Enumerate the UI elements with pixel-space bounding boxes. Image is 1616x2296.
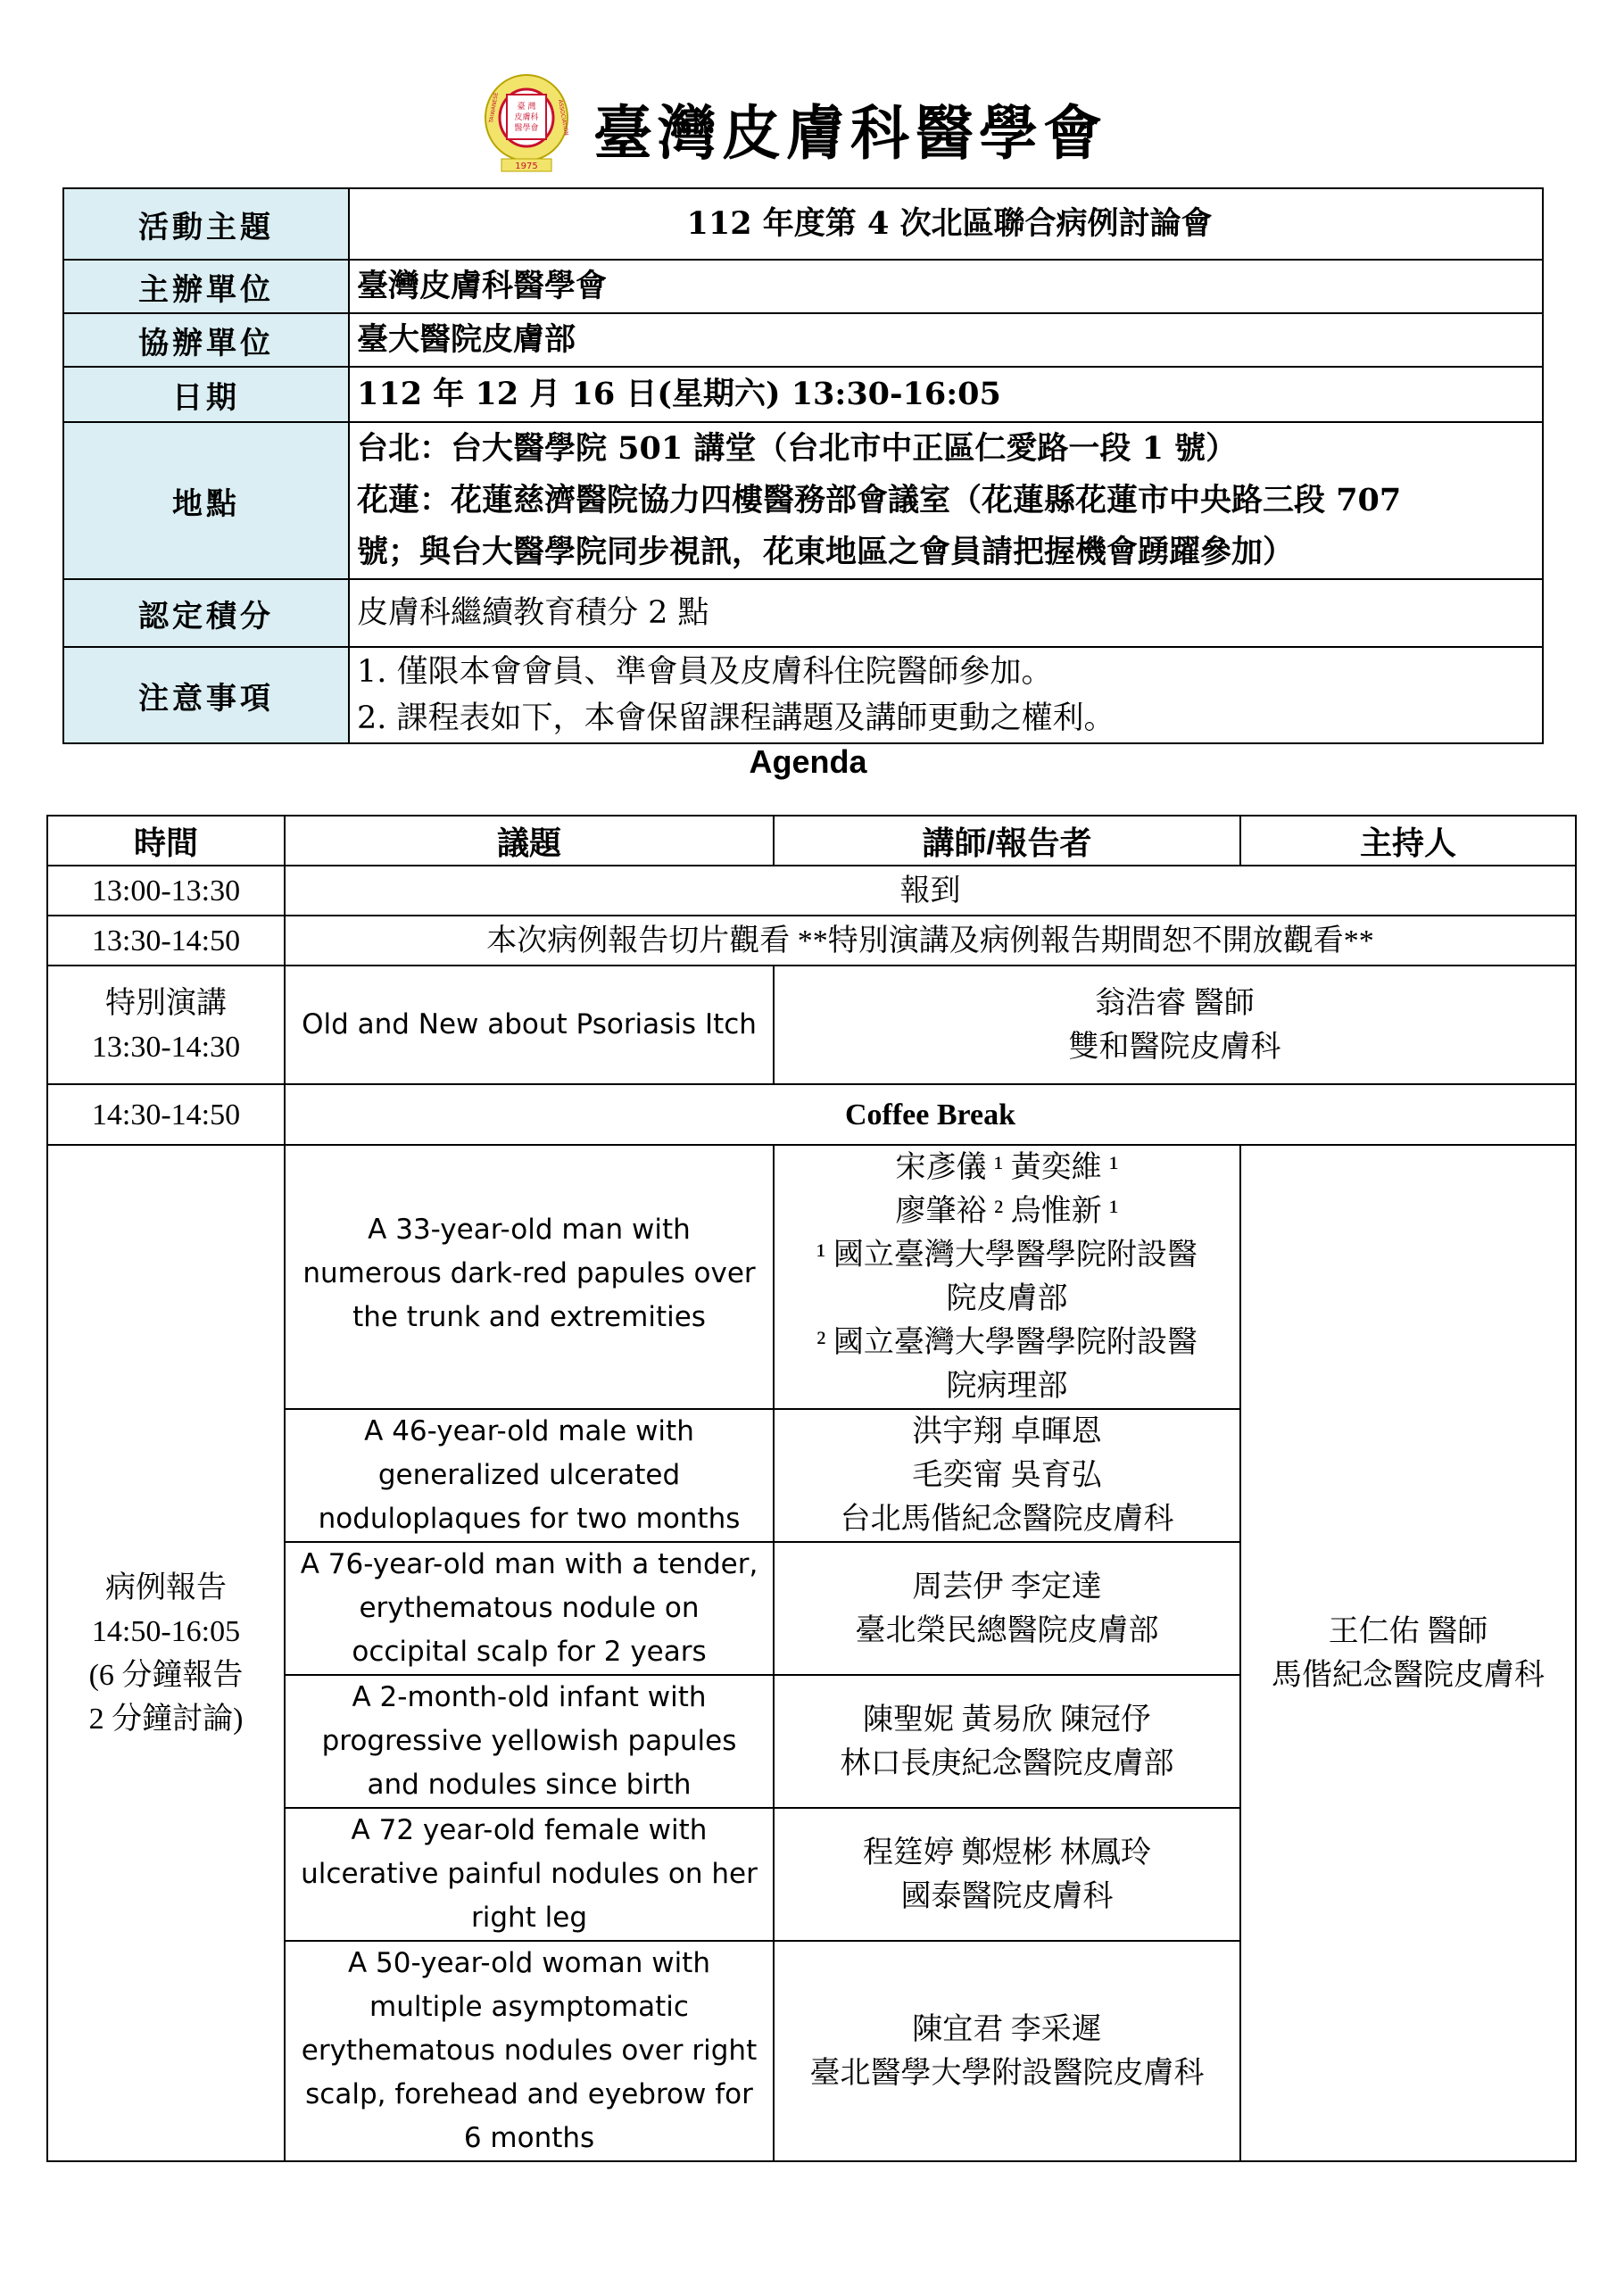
column-header: 講師/報告者	[774, 816, 1240, 866]
topic-cell: A 50-year-old woman with multiple asymptomatic erythematous nodules over right scalp, forehead and eyebrow for 6 months	[285, 1941, 774, 2161]
header	[0, 71, 1616, 187]
speaker-line: ¹ 國立臺灣大學醫學院附設醫	[816, 1239, 1197, 1272]
table-row	[47, 916, 1576, 966]
info-row-notes	[63, 647, 1543, 743]
note-line: 2. 課程表如下，本會保留課程講題及講師更動之權利。	[357, 700, 1115, 736]
info-row-credits	[63, 579, 1543, 647]
speaker-line: 林口長庚紀念醫院皮膚部	[840, 1746, 1174, 1780]
svg-text:臺 灣: 臺 灣	[517, 103, 536, 112]
speaker-line: 臺北榮民總醫院皮膚部	[855, 1613, 1159, 1647]
moderator-line: 王仁佑 醫師	[1328, 1614, 1488, 1648]
info-label: 主辦單位	[63, 260, 349, 313]
location-line: 花蓮：花蓮慈濟醫院協力四樓醫務部會議室（花蓮縣花蓮市中央路三段 707	[357, 482, 1402, 518]
speaker-line: 台北馬偕紀念醫院皮膚科	[840, 1503, 1174, 1536]
speaker-line: 院皮膚部	[946, 1282, 1068, 1315]
speaker-line: 陳聖妮 黃易欣 陳冠伃	[863, 1703, 1151, 1737]
speaker-line: 宋彥儀 ¹ 黃奕維 ¹	[895, 1151, 1119, 1184]
location-line: 台北：台大醫學院 501 講堂（台北市中正區仁愛路一段 1 號）	[357, 430, 1238, 467]
svg-text:醫學會: 醫學會	[514, 124, 539, 133]
time-line: 病例報告	[105, 1571, 227, 1604]
topic-cell: A 46-year-old male with generalized ulcerated noduloplaques for two months	[285, 1409, 774, 1542]
speaker-line: ² 國立臺灣大學醫學院附設醫	[816, 1326, 1197, 1359]
time-line: 13:30-14:30	[91, 1030, 241, 1064]
info-row-location	[63, 422, 1543, 579]
svg-text:1975: 1975	[515, 162, 538, 171]
info-value	[349, 422, 1543, 579]
column-header: 主持人	[1240, 816, 1576, 866]
svg-text:皮膚科: 皮膚科	[514, 113, 539, 122]
registration-cell: 報到	[285, 866, 1576, 916]
time-cell: 13:00-13:30	[47, 866, 285, 916]
speaker-cell	[774, 1409, 1240, 1542]
topic-cell: A 76-year-old man with a tender, erythematous nodule on occipital scalp for 2 years	[285, 1542, 774, 1675]
svg-text:ASSOCIATION: ASSOCIATION	[557, 99, 569, 137]
time-line: 特別演講	[105, 986, 227, 1020]
speaker-line: 院病理部	[946, 1370, 1068, 1403]
speaker-line: 國泰醫院皮膚科	[900, 1879, 1114, 1913]
info-label: 日期	[63, 367, 349, 422]
agenda-table	[46, 815, 1577, 2162]
svg-text:TAIWANESE: TAIWANESE	[488, 91, 500, 124]
info-label: 地點	[63, 422, 349, 579]
speaker-cell	[774, 1808, 1240, 1941]
speaker-line: 周芸伊 李定達	[912, 1570, 1102, 1604]
association-logo	[482, 73, 571, 173]
break-cell: Coffee Break	[285, 1084, 1576, 1145]
topic-cell: A 2-month-old infant with progressive yellowish papules and nodules since birth	[285, 1675, 774, 1808]
time-line: (6 分鐘報告	[88, 1658, 244, 1692]
table-row	[47, 866, 1576, 916]
info-label: 活動主題	[63, 188, 349, 260]
info-label: 認定積分	[63, 579, 349, 647]
info-value: 臺大醫院皮膚部	[349, 313, 1543, 367]
topic-cell: A 72 year-old female with ulcerative painful nodules on her right leg	[285, 1808, 774, 1941]
speaker-line: 雙和醫院皮膚科	[1068, 1030, 1281, 1064]
time-cell: 13:30-14:50	[47, 916, 285, 966]
info-label: 注意事項	[63, 647, 349, 743]
column-header: 議題	[285, 816, 774, 866]
agenda-header-row	[47, 816, 1576, 866]
agenda-title: Agenda	[749, 743, 867, 780]
event-info-table	[62, 187, 1544, 744]
time-line: 2 分鐘討論)	[88, 1702, 244, 1736]
moderator-line: 馬偕紀念醫院皮膚科	[1272, 1658, 1545, 1692]
note-line: 1. 僅限本會會員、準會員及皮膚科住院醫師參加。	[357, 654, 1053, 690]
time-cell	[47, 966, 285, 1084]
slides-cell: 本次病例報告切片觀看 **特別演講及病例報告期間恕不開放觀看**	[285, 916, 1576, 966]
column-header: 時間	[47, 816, 285, 866]
speaker-line: 程筳婷 鄭煜彬 林鳳玲	[863, 1836, 1151, 1869]
speaker-cell	[774, 966, 1576, 1084]
info-row-date	[63, 367, 1543, 422]
topic-cell: A 33-year-old man with numerous dark-red papules over the trunk and extremities	[285, 1145, 774, 1409]
speaker-line: 臺北醫學大學附設醫院皮膚科	[809, 2056, 1205, 2090]
table-row	[47, 1084, 1576, 1145]
info-row-organizer	[63, 260, 1543, 313]
speaker-cell	[774, 1941, 1240, 2161]
location-line: 號；與台大醫學院同步視訊，花東地區之會員請把握機會踴躍參加）	[357, 534, 1295, 570]
table-row	[47, 1145, 1576, 1409]
info-value: 皮膚科繼續教育積分 2 點	[349, 579, 1543, 647]
page-title: 臺灣皮膚科醫學會	[593, 98, 1107, 168]
info-row-topic	[63, 188, 1543, 260]
time-line: 14:50-16:05	[91, 1614, 241, 1648]
speaker-line: 洪宇翔 卓暉恩	[912, 1415, 1102, 1448]
topic-cell: Old and New about Psoriasis Itch	[285, 966, 774, 1084]
info-value: 112 年 12 月 16 日(星期六) 13:30-16:05	[349, 367, 1543, 422]
case-time-cell	[47, 1145, 285, 2161]
info-value: 臺灣皮膚科醫學會	[349, 260, 1543, 313]
info-value: 112 年度第 4 次北區聯合病例討論會	[349, 188, 1543, 260]
speaker-line: 毛奕甯 吳育弘	[912, 1459, 1102, 1492]
time-cell: 14:30-14:50	[47, 1084, 285, 1145]
speaker-cell	[774, 1675, 1240, 1808]
speaker-line: 廖肇裕 ² 烏惟新 ¹	[895, 1195, 1119, 1228]
moderator-cell	[1240, 1145, 1576, 2161]
table-row	[47, 966, 1576, 1084]
info-value	[349, 647, 1543, 743]
speaker-line: 陳宜君 李采遲	[912, 2012, 1102, 2046]
speaker-cell	[774, 1145, 1240, 1409]
info-label: 協辦單位	[63, 313, 349, 367]
speaker-line: 翁浩睿 醫師	[1095, 986, 1255, 1020]
info-row-co-organizer	[63, 313, 1543, 367]
speaker-cell	[774, 1542, 1240, 1675]
